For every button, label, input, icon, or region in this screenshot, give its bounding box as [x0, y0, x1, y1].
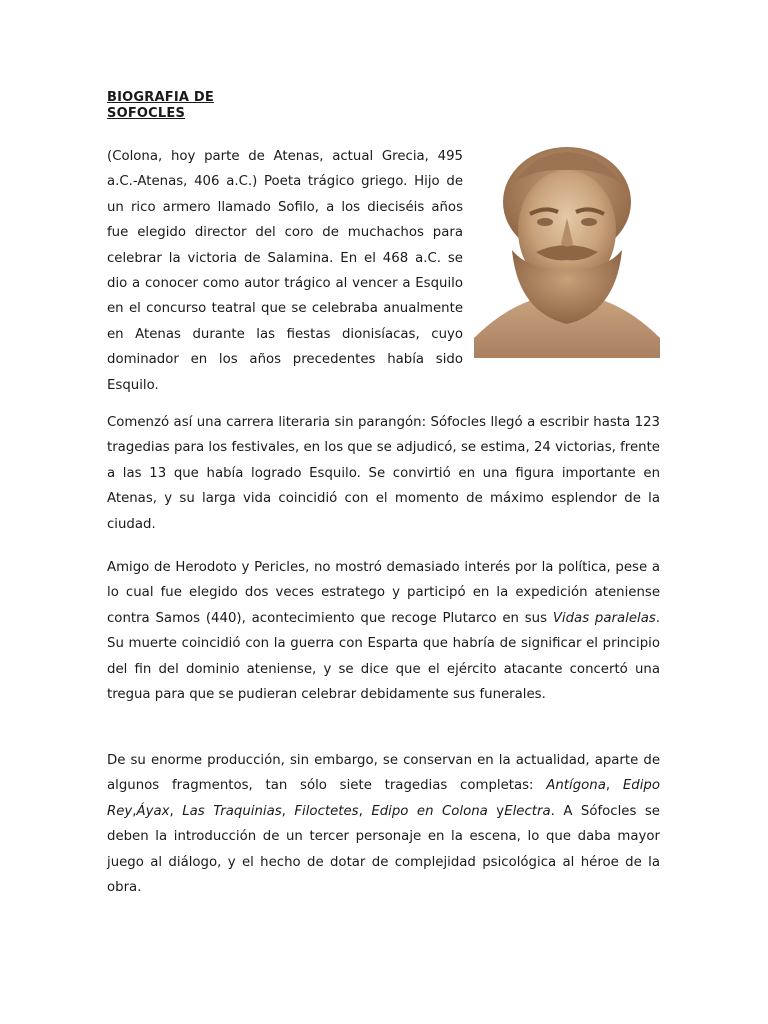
work-title-las-traquinias: Las Traquinias — [182, 803, 282, 819]
work-title-antigona: Antígona — [546, 778, 606, 794]
paragraph-3-text-b: . Su muerte coincidió con la guerra con Esparta que habría de significar el principio del fin del dominio ateniense, y se dice que el ejército atacante concertó una tregua para que se pudieran celebrar debidamente sus funerales. — [107, 610, 660, 703]
paragraph-3 — [107, 555, 660, 707]
sophocles-bust-image — [474, 142, 660, 358]
paragraph-2: Comenzó así una carrera literaria sin parangón: Sófocles llegó a escribir hasta 123 tragedias para los festivales, en los que se adjudicó, se estima, 24 victorias, frente a las 13 que había logrado Esquilo. Se convirtió en una figura importante en Atenas, y su larga vida coincidió con el momento de máximo esplendor de la ciudad. — [107, 415, 660, 532]
title-line-1: BIOGRAFIA DE — [107, 90, 214, 105]
paragraph-4-text-7: y — [487, 803, 505, 819]
work-title-edipo-en-colona: Edipo en Colona — [371, 803, 488, 819]
work-title-vidas-paralelas: Vidas paralelas — [552, 610, 656, 626]
work-title-filoctetes: Filoctetes — [294, 803, 359, 819]
paragraph-4-text-5: , — [281, 803, 295, 819]
work-title-ayax: Áyax — [136, 803, 170, 819]
paragraph-1: (Colona, hoy parte de Atenas, actual Grecia, 495 a.C.-Atenas, 406 a.C.) Poeta trágico griego. Hijo de un rico armero llamado Sofilo, a los dieciséis años fue elegido director del coro de muchachos para celebrar la victoria de Salamina. En el 468 a.C. se dio a conocer como autor trágico al vencer a Esquilo en el concurso teatral que se celebraba anualmente en Atenas durante las fiestas dionisíacas, cuyo dominador en los años precedentes había sido Esquilo. — [107, 149, 463, 393]
document-title — [107, 90, 214, 122]
paragraph-4-text-1: De su enorme producción, sin embargo, se conservan en la actualidad, aparte de algunos fragmentos, tan sólo siete tragedias completas: — [107, 753, 660, 794]
work-title-electra: Electra — [504, 803, 551, 819]
paragraph-4-text-4: , — [169, 803, 183, 819]
paragraph-3-text-a: Amigo de Herodoto y Pericles, no mostró demasiado interés por la política, pese a lo cual fue elegido dos veces estratego y participó en la expedición ateniense contra Samos (440), acontecimiento que recoge Plutarco en sus — [107, 560, 660, 626]
paragraph-4-text-2: , — [605, 778, 623, 794]
paragraph-4 — [107, 748, 660, 900]
paragraph-4-text-6: , — [358, 803, 372, 819]
title-line-2: SOFOCLES — [107, 106, 186, 121]
work-title-edipo-rey: Edipo Rey — [107, 778, 660, 819]
paragraph-4-text-8: . A Sófocles se deben la introducción de un tercer personaje en la escena, lo que daba mayor juego al diálogo, y el hecho de dotar de complejidad psicológica al héroe de la obra. — [107, 803, 660, 896]
paragraph-4-text-3: , — [132, 803, 137, 819]
